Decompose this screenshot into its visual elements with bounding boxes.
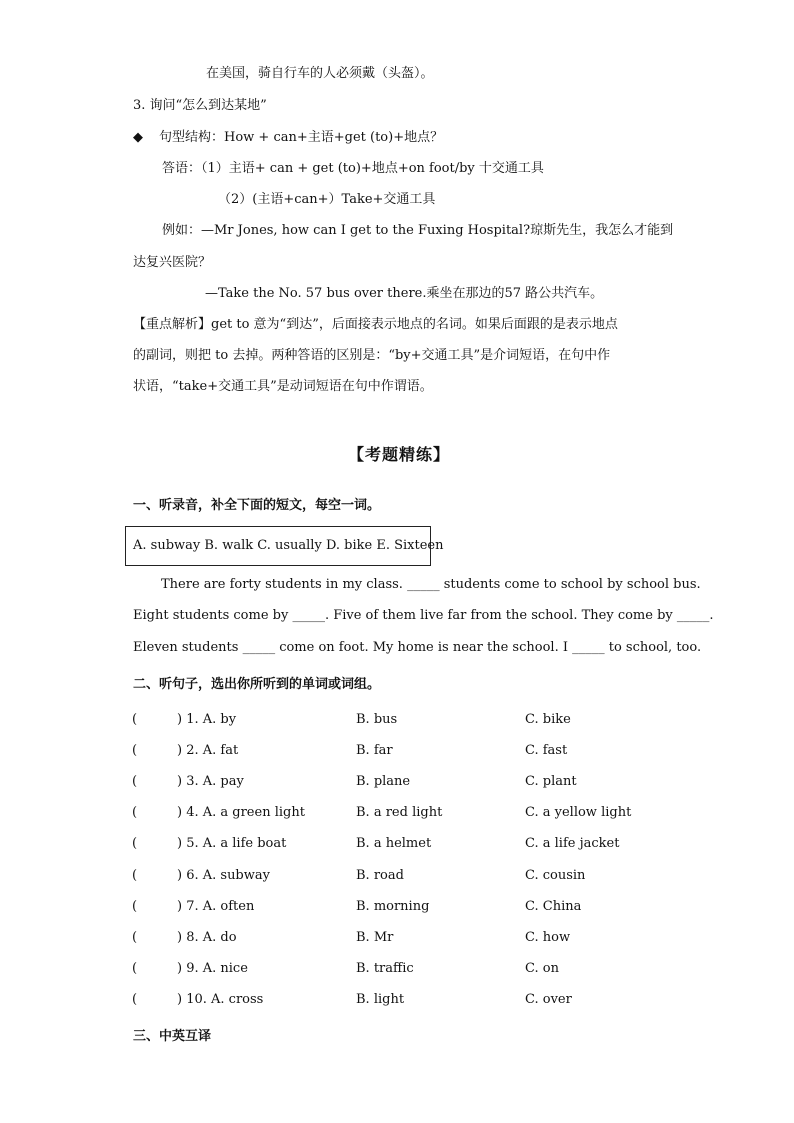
section-2-heading: 二、听句子，选出你所听到的单词或词组。 bbox=[133, 677, 381, 692]
analysis-line-3: 状语，“take+交通工具”是动词短语在句中作谓语。 bbox=[133, 379, 433, 394]
option-b: B. morning bbox=[356, 899, 430, 914]
word-bank-box bbox=[125, 526, 444, 566]
question-row bbox=[132, 836, 652, 856]
option-c: C. a yellow light bbox=[525, 805, 632, 820]
option-c: C. over bbox=[525, 992, 572, 1007]
section-1-heading: 一、听录音，补全下面的短文，每空一词。 bbox=[133, 498, 381, 513]
option-b: B. plane bbox=[356, 774, 411, 789]
answer-line-1: 答语：（1）主语+ can + get (to)+地点+on foot/by 十交通工具 bbox=[162, 161, 544, 176]
option-a: ) 10. A. cross bbox=[177, 992, 264, 1007]
option-b: B. traffic bbox=[356, 961, 414, 976]
passage-line-3: Eleven students _____ come on foot. My home is near the school. I _____ to school, too. bbox=[133, 640, 702, 655]
option-a: ) 8. A. do bbox=[177, 930, 237, 945]
answer-paren: ( bbox=[132, 712, 138, 727]
option-a: ) 1. A. by bbox=[177, 712, 237, 727]
question-row bbox=[132, 774, 652, 794]
example-line-1: 例如：—Mr Jones, how can I get to the Fuxing Hospital?琼斯先生，我怎么才能到 bbox=[162, 223, 674, 238]
answer-paren: ( bbox=[132, 836, 138, 851]
analysis-line-2: 的副词，则把 to 去掉。两种答语的区别是：“by+交通工具”是介词短语，在句中作 bbox=[133, 348, 611, 363]
option-b: B. road bbox=[356, 868, 404, 883]
option-c: C. a life jacket bbox=[525, 836, 620, 851]
question-row bbox=[132, 868, 652, 888]
option-c: C. on bbox=[525, 961, 559, 976]
text-helmet-rule: 在美国，骑自行车的人必须戴（头盔）。 bbox=[206, 66, 434, 81]
answer-paren: ( bbox=[132, 961, 138, 976]
question-row bbox=[132, 743, 652, 763]
answer-paren: ( bbox=[132, 992, 138, 1007]
example-line-3: —Take the No. 57 bus over there.乘坐在那边的57 路公共汽车。 bbox=[205, 286, 604, 301]
diamond-bullet-icon: ◆ bbox=[133, 130, 143, 145]
word-bank-options: A. subway B. walk C. usually D. bike E. Sixteen bbox=[133, 538, 444, 553]
option-b: B. Mr bbox=[356, 930, 394, 945]
analysis-line-1: 【重点解析】get to 意为“到达”，后面接表示地点的名词。如果后面跟的是表示地点 bbox=[133, 317, 618, 332]
question-row bbox=[132, 930, 652, 950]
option-c: C. plant bbox=[525, 774, 577, 789]
option-b: B. light bbox=[356, 992, 405, 1007]
section-3-heading: 三、中英互译 bbox=[133, 1029, 212, 1044]
passage-line-1: There are forty students in my class. _____ students come to school by school bus. bbox=[161, 577, 701, 592]
answer-paren: ( bbox=[132, 774, 138, 789]
option-a: ) 6. A. subway bbox=[177, 868, 270, 883]
question-row bbox=[132, 805, 652, 825]
question-row bbox=[132, 899, 652, 919]
option-a: ) 4. A. a green light bbox=[177, 805, 305, 820]
practice-title: 【考题精练】 bbox=[348, 445, 451, 464]
structure-text: 句型结构：How + can+主语+get (to)+地点？ bbox=[159, 130, 444, 145]
example-line-2: 达复兴医院？ bbox=[133, 255, 212, 270]
option-c: C. cousin bbox=[525, 868, 586, 883]
item-3-heading: 3. 询问“怎么到达某地” bbox=[133, 98, 267, 113]
option-b: B. a red light bbox=[356, 805, 443, 820]
option-c: C. fast bbox=[525, 743, 568, 758]
passage-line-2: Eight students come by _____. Five of them live far from the school. They come by _____. bbox=[133, 608, 714, 623]
answer-paren: ( bbox=[132, 930, 138, 945]
answer-line-2: （2）(主语+can+）Take+交通工具 bbox=[218, 192, 436, 207]
option-a: ) 2. A. fat bbox=[177, 743, 239, 758]
answer-paren: ( bbox=[132, 805, 138, 820]
option-b: B. bus bbox=[356, 712, 398, 727]
option-c: C. bike bbox=[525, 712, 571, 727]
option-c: C. China bbox=[525, 899, 582, 914]
option-c: C. how bbox=[525, 930, 571, 945]
option-a: ) 3. A. pay bbox=[177, 774, 244, 789]
option-a: ) 5. A. a life boat bbox=[177, 836, 287, 851]
answer-paren: ( bbox=[132, 899, 138, 914]
option-b: B. far bbox=[356, 743, 393, 758]
answer-paren: ( bbox=[132, 868, 138, 883]
option-a: ) 9. A. nice bbox=[177, 961, 248, 976]
answer-paren: ( bbox=[132, 743, 138, 758]
question-row bbox=[132, 712, 652, 732]
structure-line bbox=[133, 129, 443, 147]
question-row bbox=[132, 992, 652, 1012]
question-row bbox=[132, 961, 652, 981]
option-a: ) 7. A. often bbox=[177, 899, 255, 914]
option-b: B. a helmet bbox=[356, 836, 432, 851]
